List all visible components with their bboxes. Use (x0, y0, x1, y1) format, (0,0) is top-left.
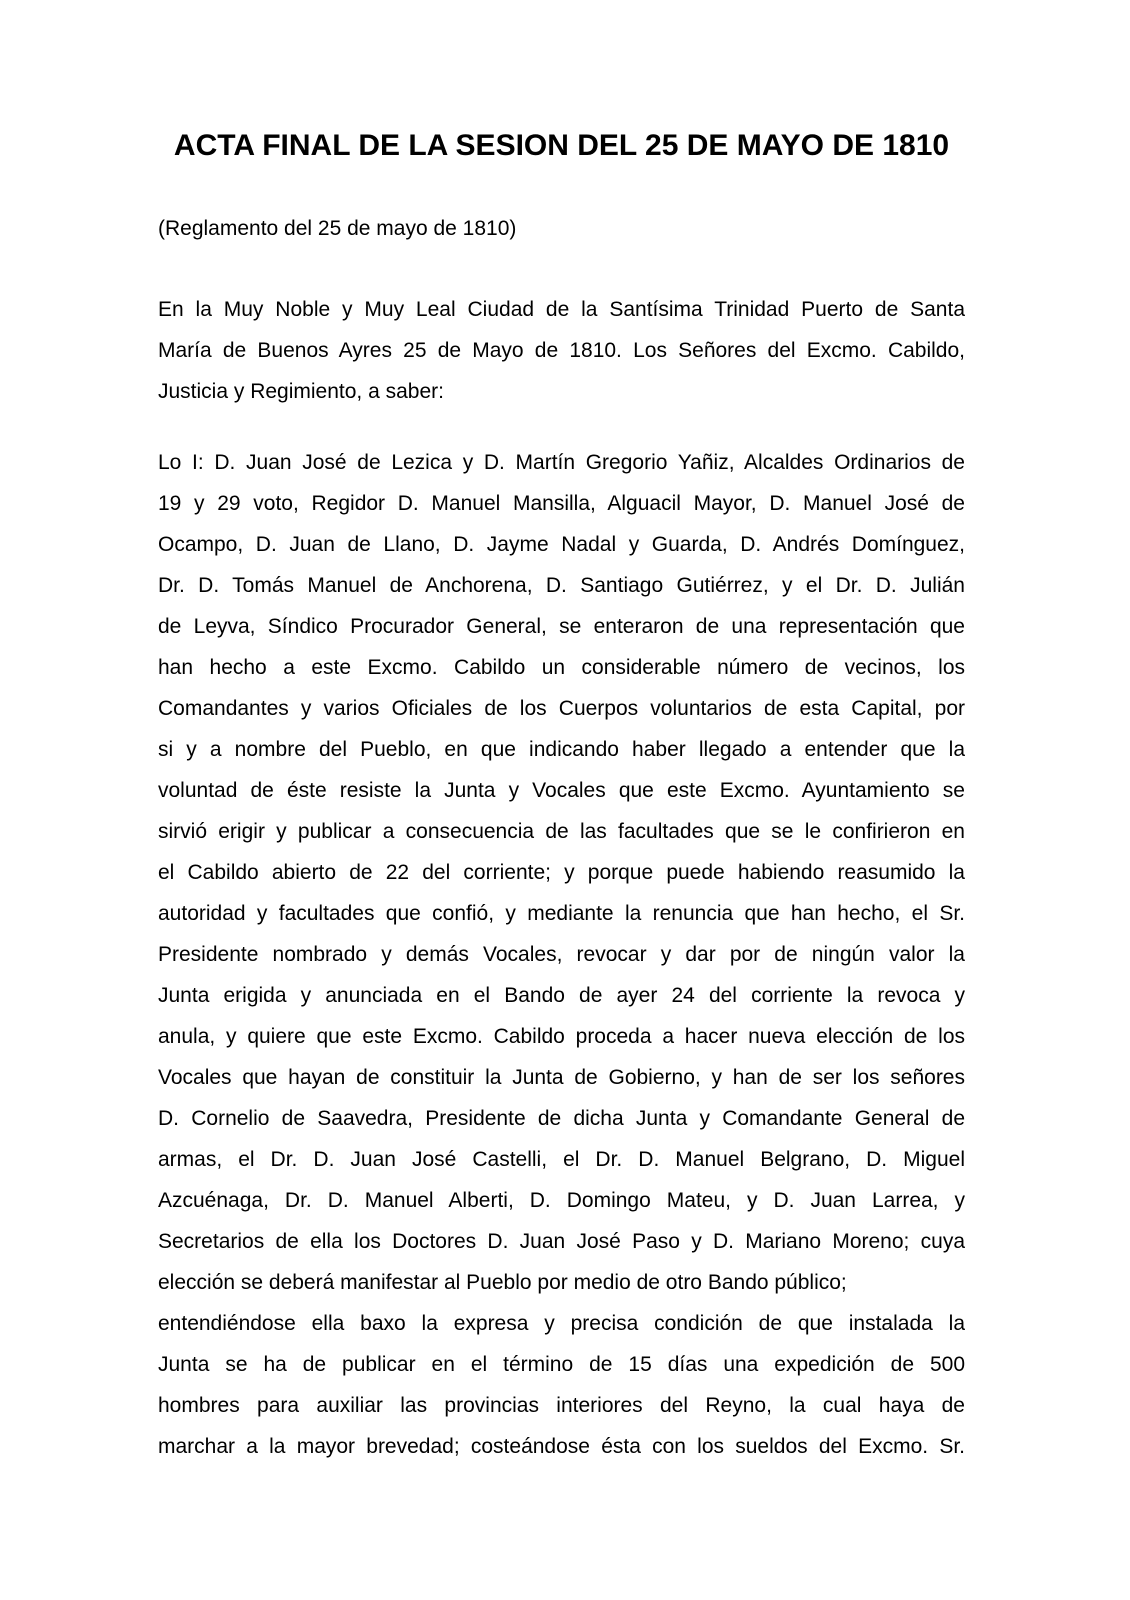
document-subtitle: (Reglamento del 25 de mayo de 1810) (158, 217, 517, 240)
text-line: Lo I: D. Juan José de Lezica y D. Martín Gregorio Yañiz, Alcaldes Ordinarios de (158, 451, 965, 474)
text-line: María de Buenos Ayres 25 de Mayo de 1810. Los Señores del Excmo. Cabildo, (158, 339, 965, 362)
text-line: armas, el Dr. D. Juan José Castelli, el Dr. D. Manuel Belgrano, D. Miguel (158, 1148, 965, 1171)
text-line: Comandantes y varios Oficiales de los Cuerpos voluntarios de esta Capital, por (158, 697, 965, 720)
text-line: Presidente nombrado y demás Vocales, revocar y dar por de ningún valor la (158, 943, 965, 966)
text-line: D. Cornelio de Saavedra, Presidente de dicha Junta y Comandante General de (158, 1107, 965, 1130)
text-line: Justicia y Regimiento, a saber: (158, 380, 444, 403)
text-line: voluntad de éste resiste la Junta y Vocales que este Excmo. Ayuntamiento se (158, 779, 965, 802)
paragraphs-container (158, 289, 965, 1467)
text-line: En la Muy Noble y Muy Leal Ciudad de la Santísima Trinidad Puerto de Santa (158, 298, 965, 321)
text-line: Dr. D. Tomás Manuel de Anchorena, D. Santiago Gutiérrez, y el Dr. D. Julián (158, 574, 965, 597)
paragraph (158, 442, 965, 1467)
text-line: sirvió erigir y publicar a consecuencia de las facultades que se le confirieron en (158, 820, 965, 843)
text-line: autoridad y facultades que confió, y mediante la renuncia que han hecho, el Sr. (158, 902, 965, 925)
text-line: anula, y quiere que este Excmo. Cabildo proceda a hacer nueva elección de los (158, 1025, 965, 1048)
text-line: marchar a la mayor brevedad; costeándose ésta con los sueldos del Excmo. Sr. (158, 1435, 965, 1458)
text-line: si y a nombre del Pueblo, en que indicando haber llegado a entender que la (158, 738, 965, 761)
text-line: hombres para auxiliar las provincias interiores del Reyno, la cual haya de (158, 1394, 965, 1417)
text-line: el Cabildo abierto de 22 del corriente; y porque puede habiendo reasumido la (158, 861, 965, 884)
text-line: Azcuénaga, Dr. D. Manuel Alberti, D. Domingo Mateu, y D. Juan Larrea, y (158, 1189, 965, 1212)
text-line: han hecho a este Excmo. Cabildo un considerable número de vecinos, los (158, 656, 965, 679)
text-line: Junta erigida y anunciada en el Bando de ayer 24 del corriente la revoca y (158, 984, 965, 1007)
text-line: elección se deberá manifestar al Pueblo por medio de otro Bando público; (158, 1271, 847, 1294)
document-title: ACTA FINAL DE LA SESION DEL 25 DE MAYO DE 1810 (173, 129, 950, 162)
text-line: de Leyva, Síndico Procurador General, se enteraron de una representación que (158, 615, 965, 638)
text-line: Junta se ha de publicar en el término de 15 días una expedición de 500 (158, 1353, 965, 1376)
text-line: Vocales que hayan de constituir la Junta de Gobierno, y han de ser los señores (158, 1066, 965, 1089)
text-line: Ocampo, D. Juan de Llano, D. Jayme Nadal y Guarda, D. Andrés Domínguez, (158, 533, 965, 556)
text-line: Secretarios de ella los Doctores D. Juan José Paso y D. Mariano Moreno; cuya (158, 1230, 965, 1253)
document-content (158, 126, 965, 1467)
paragraph (158, 289, 965, 412)
text-line: 19 y 29 voto, Regidor D. Manuel Mansilla, Alguacil Mayor, D. Manuel José de (158, 492, 965, 515)
text-line: entendiéndose ella baxo la expresa y precisa condición de que instalada la (158, 1312, 965, 1335)
